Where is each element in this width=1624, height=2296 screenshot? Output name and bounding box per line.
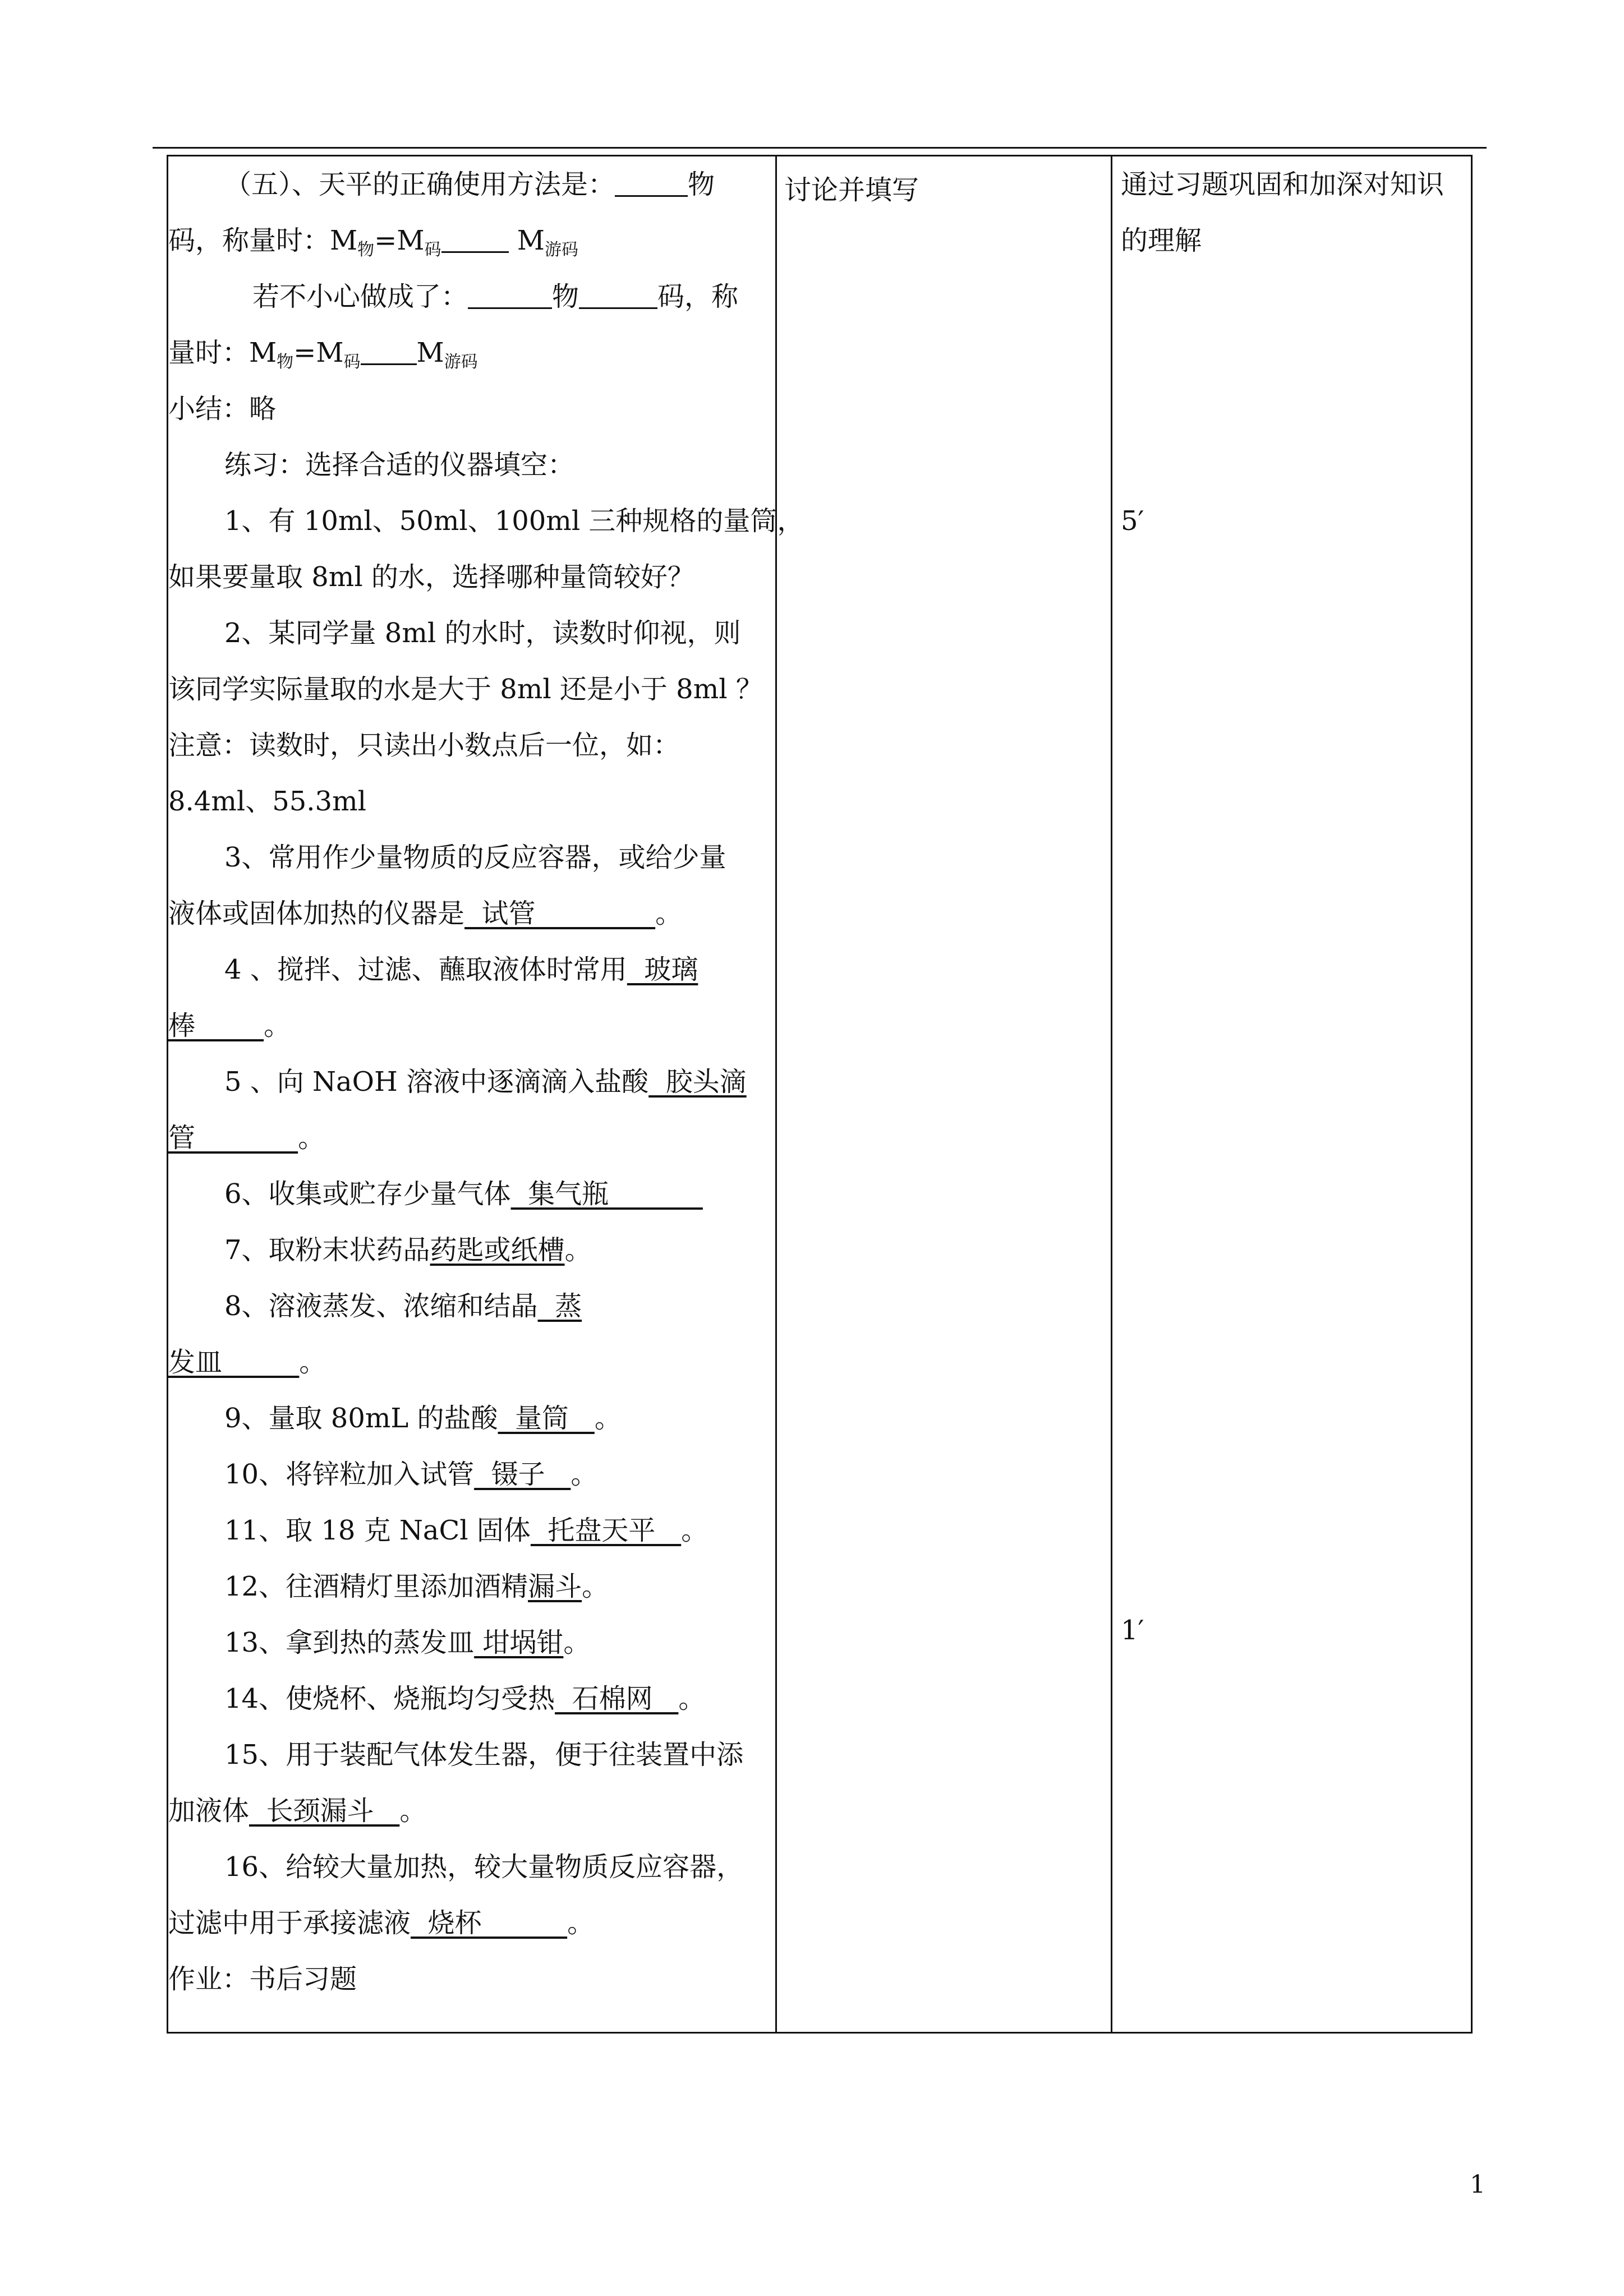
exercise-item: 5 、向 NaOH 溶液中逐滴滴入盐酸 胶头滴 (224, 1066, 747, 1098)
exercise-item: 15、用于装配气体发生器，便于往装置中添 (224, 1739, 744, 1771)
exercise-item: 发皿 。 (168, 1347, 326, 1378)
time-mark-1: 5′ (1121, 505, 1144, 537)
exercise-item: 6、收集或贮存少量气体 集气瓶 (224, 1178, 703, 1210)
activity-text: 讨论并填写 (784, 174, 919, 206)
exercise-item: 加液体 长颈漏斗 。 (168, 1795, 427, 1827)
exercise-item: 管 。 (168, 1122, 325, 1154)
note-line: 8.4ml、55.3ml (168, 786, 366, 817)
intent-column (1121, 156, 1469, 1646)
content-line: （五）、天平的正确使用方法是： 物 (168, 156, 775, 213)
exercise-item: 液体或固体加热的仪器是 试管 。 (168, 898, 683, 929)
exercise-item: 13、拿到热的蒸发皿 坩埚钳。 (224, 1627, 591, 1658)
summary-line: 小结：略 (168, 393, 277, 425)
exercise-item: 9、量取 80mL 的盐酸 量筒 。 (224, 1403, 622, 1434)
exercise-item: 14、使烧杯、烧瓶均匀受热 石棉网 。 (224, 1683, 706, 1714)
page-number: 1 (1470, 2170, 1485, 2199)
content-line: 若不小心做成了： 物 码，称 (168, 269, 775, 325)
exercise-item: 12、往酒精灯里添加酒精漏斗。 (224, 1571, 609, 1602)
column-divider-1 (775, 156, 777, 2032)
header-rule (153, 147, 1487, 149)
column-divider-2 (1111, 156, 1112, 2032)
exercise-item: 如果要量取 8ml 的水，选择哪种量筒较好？ (168, 561, 694, 593)
exercise-item: 11、取 18 克 NaCl 固体 托盘天平 。 (224, 1515, 709, 1546)
exercise-item: 7、取粉末状药品药匙或纸槽。 (224, 1234, 592, 1266)
intent-text: 通过习题巩固和加深对知识 (1121, 169, 1444, 200)
time-mark-2: 1′ (1121, 1615, 1144, 1646)
exercise-item: 1、有 10ml、50ml、100ml 三种规格的量筒， (224, 505, 804, 537)
exercise-item: 棒 。 (168, 1010, 291, 1041)
exercise-title: 练习：选择合适的仪器填空： (224, 449, 575, 481)
exercise-item: 4 、搅拌、过滤、蘸取液体时常用 玻璃 (224, 954, 698, 985)
activity-column (784, 156, 1110, 207)
exercise-item: 3、常用作少量物质的反应容器，或给少量 (224, 842, 726, 873)
exercise-item: 过滤中用于承接滤液 烧杯 。 (168, 1907, 595, 1939)
note-line: 注意：读数时，只读出小数点后一位，如： (168, 730, 680, 761)
exercise-item: 该同学实际量取的水是大于 8ml 还是小于 8ml ？ (168, 674, 763, 705)
content-column (168, 156, 804, 2007)
exercise-item: 10、将锌粒加入试管 镊子 。 (224, 1459, 598, 1490)
exercise-item: 2、某同学量 8ml 的水时，读数时仰视，则 (224, 617, 741, 649)
intent-text: 的理解 (1121, 225, 1202, 256)
content-line: 量时：$M_物=M_码$ $M_{游码}$ (168, 325, 775, 381)
exercise-item: 8、溶液蒸发、浓缩和结晶 蒸 (224, 1290, 582, 1322)
lesson-table (167, 155, 1473, 2034)
content-line: 码，称量时：$M_物=M_码$ $M_{游码}$ (168, 213, 775, 269)
exercise-item: 16、给较大量加热，较大量物质反应容器， (224, 1851, 744, 1883)
homework-line: 作业：书后习题 (168, 1963, 357, 1995)
